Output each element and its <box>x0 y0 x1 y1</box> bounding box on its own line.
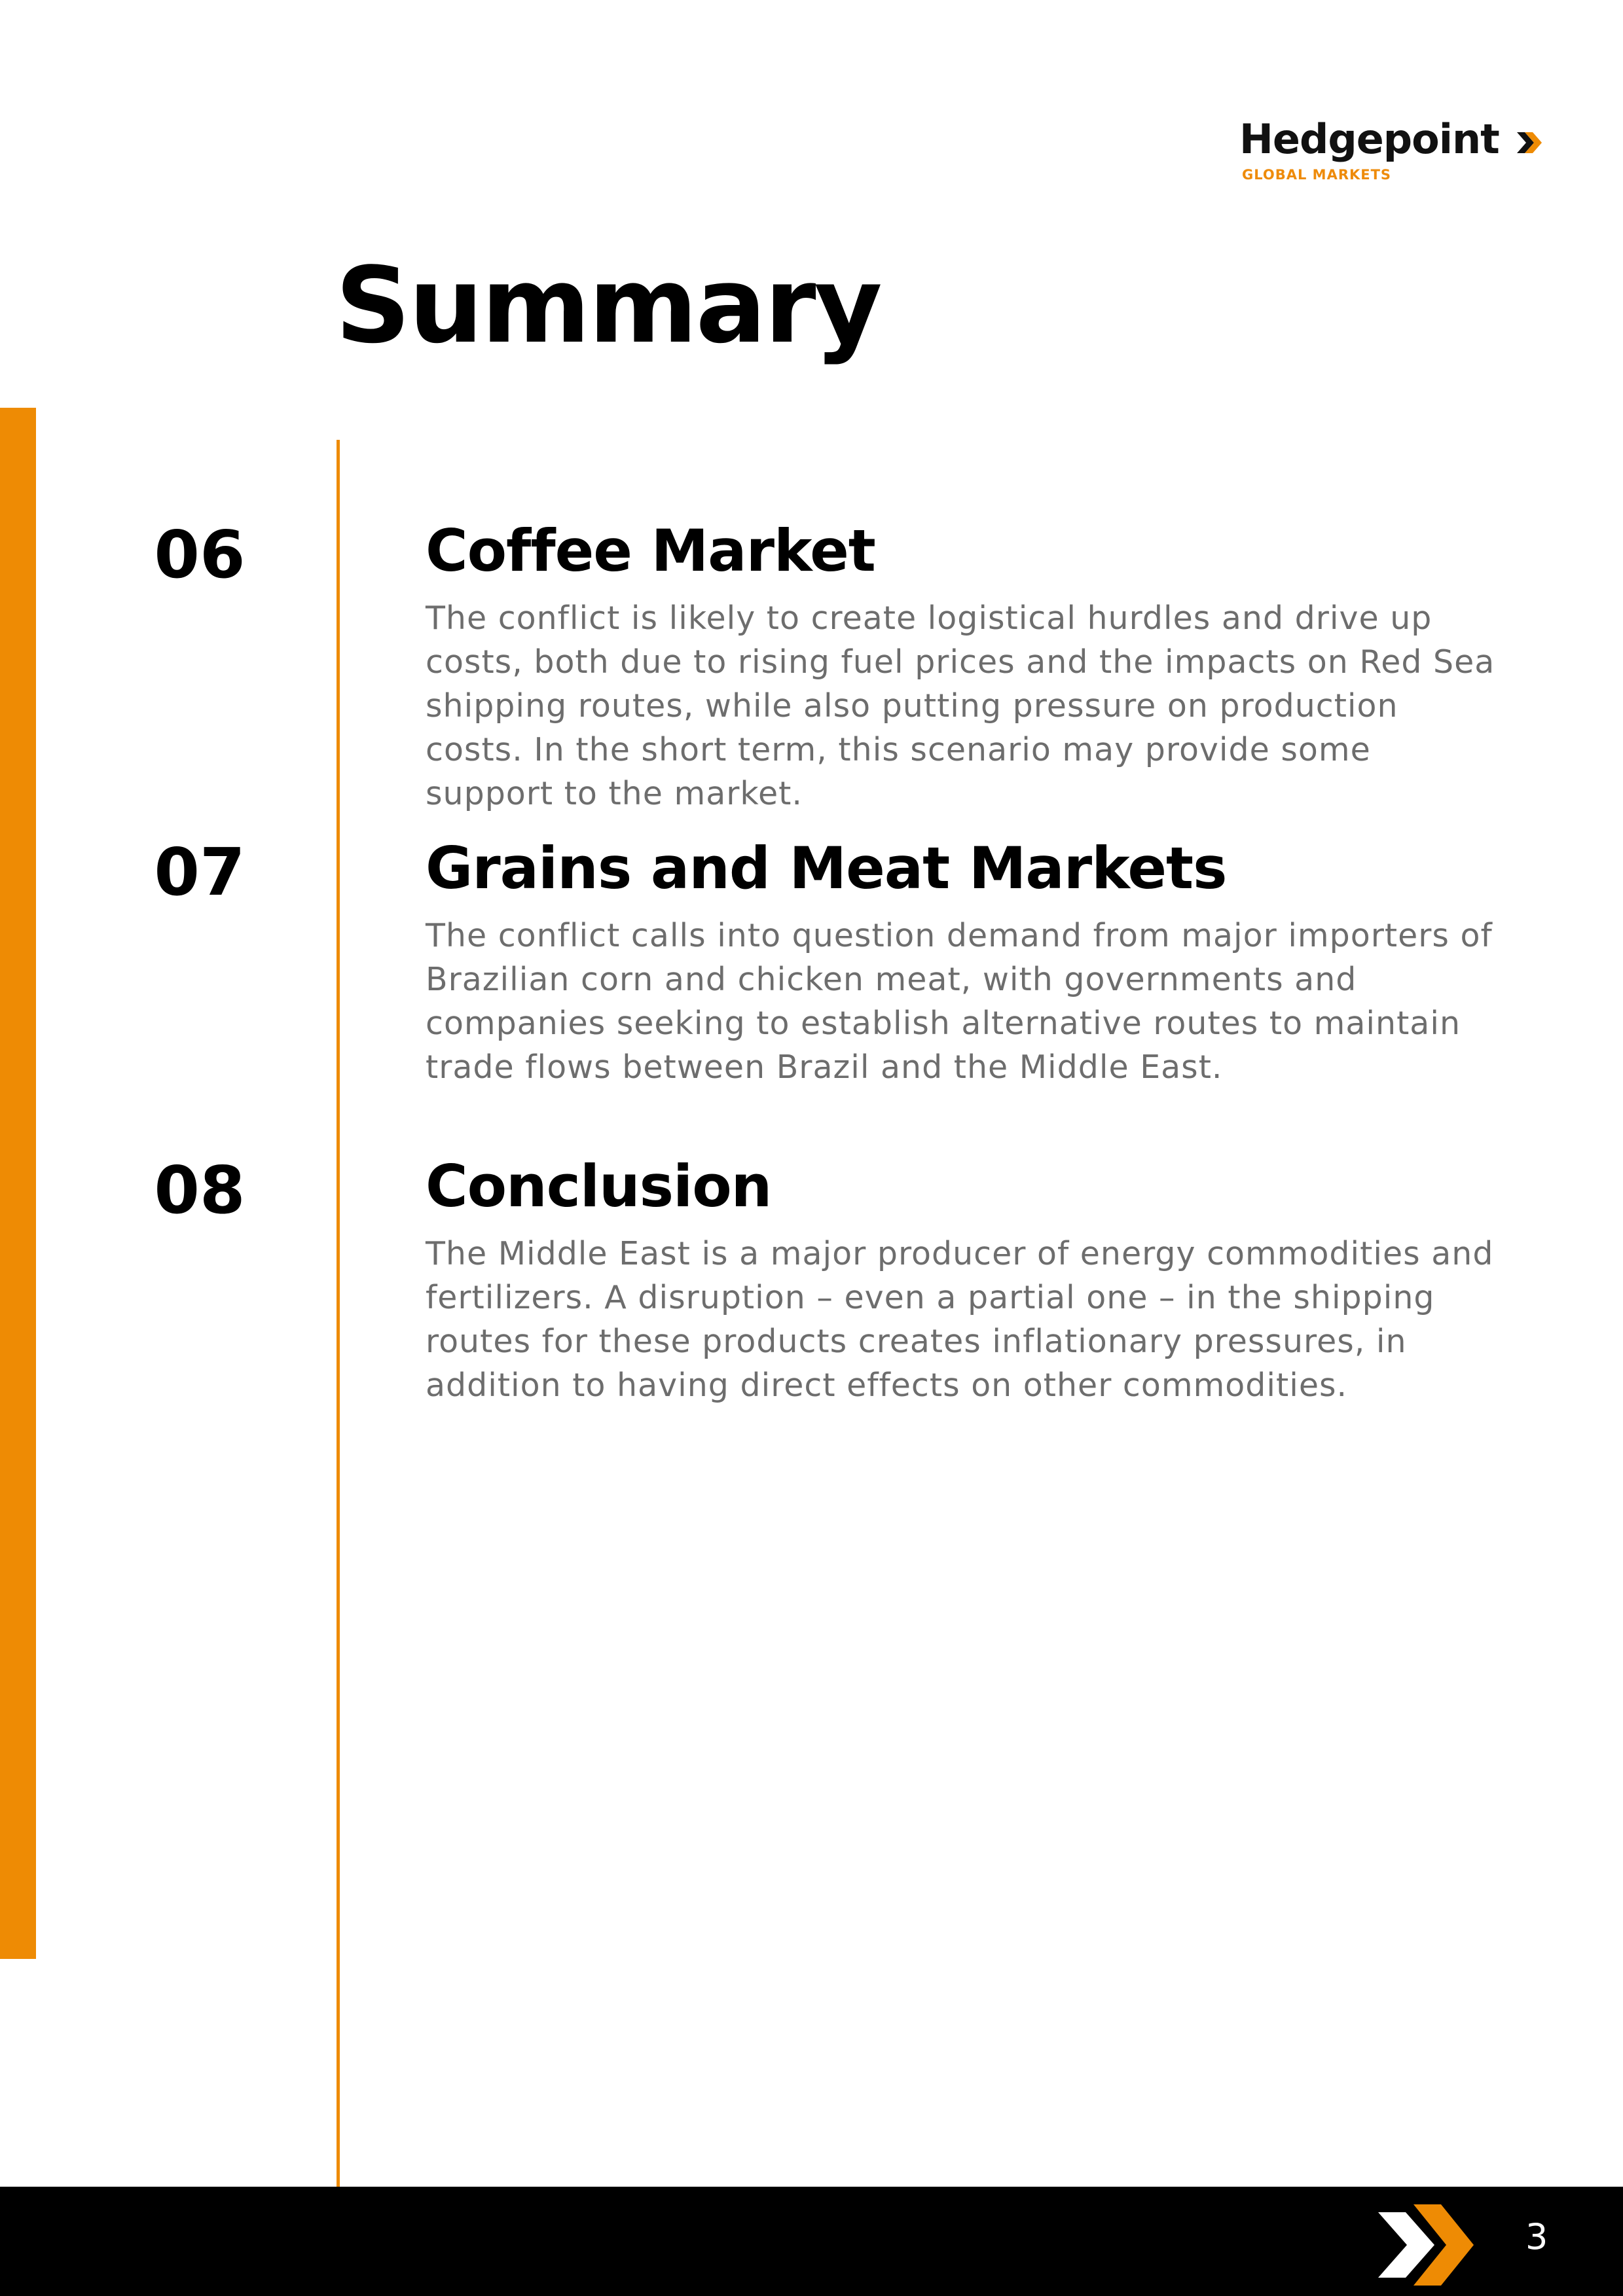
double-chevron-icon <box>1378 2203 1476 2287</box>
brand-name: Hedgepoint <box>1239 115 1499 163</box>
vertical-divider <box>337 440 340 2187</box>
entry-title: Grains and Meat Markets <box>426 834 1227 902</box>
entry-number: 07 <box>154 834 246 910</box>
entry-number: 06 <box>154 516 246 593</box>
entry-text: The conflict is likely to create logistical hurdles and drive up costs, both due to rising fuel prices and the impacts on Red Sea shipping routes, while also putting pressure on production costs. In the short term, this scenario may provide some support to the market. <box>426 600 1495 812</box>
brand-tagline: GLOBAL MARKETS <box>1242 167 1392 183</box>
entry-title: Conclusion <box>426 1153 772 1220</box>
entry-text: The Middle East is a major producer of energy commodities and fertilizers. A disruption – even a partial one – in the shipping routes for these products creates inflationary pressures, in addition to having direct effects on other commodities. <box>426 1235 1494 1404</box>
chevron-right-icon <box>1514 128 1543 157</box>
page-title: Summary <box>335 244 881 367</box>
entry-number: 08 <box>154 1152 246 1229</box>
entry-title: Coffee Market <box>426 517 875 584</box>
accent-side-bar <box>0 408 36 1959</box>
page-number: 3 <box>1525 2216 1548 2257</box>
entry-text: The conflict calls into question demand from major importers of Brazilian corn and chicken meat, with governments and companies seeking to establish alternative routes to maintain trade flows between Brazil and the Middle East. <box>426 917 1493 1086</box>
brand-logo <box>1239 115 1547 187</box>
page-footer <box>0 2187 1623 2296</box>
